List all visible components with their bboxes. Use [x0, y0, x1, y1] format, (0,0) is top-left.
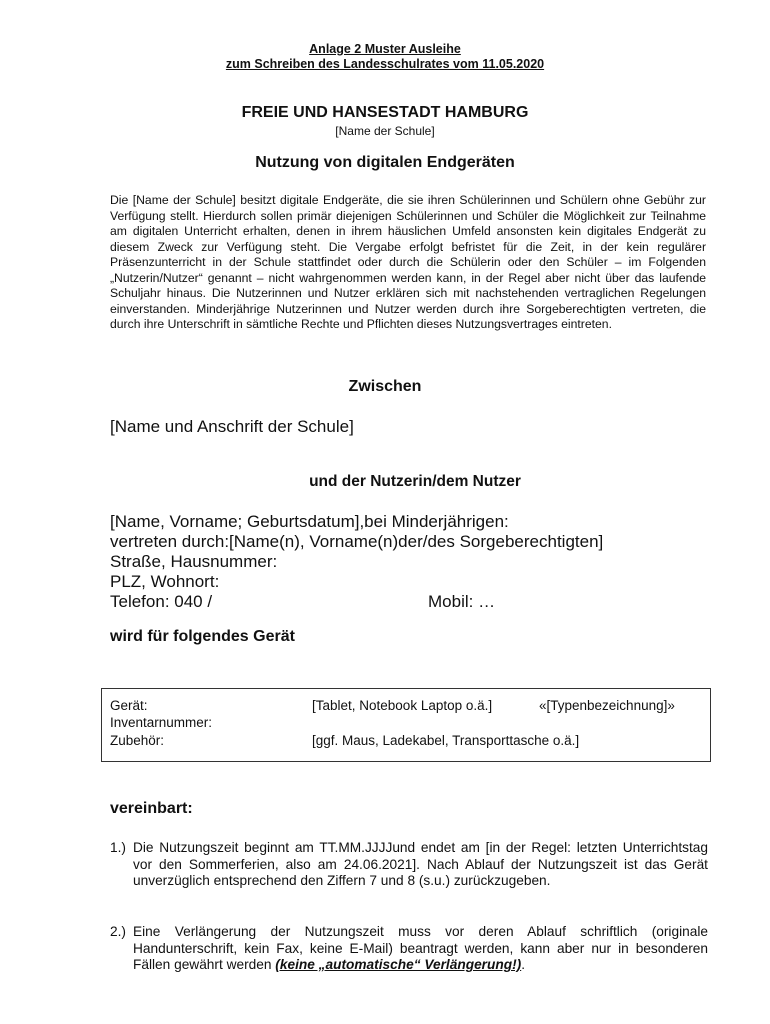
- city-field: PLZ, Wohnort:: [110, 572, 220, 591]
- accessory-label: Zubehör:: [110, 733, 165, 748]
- annex-reference: zum Schreiben des Landesschulrates vom 11.05.2020: [225, 57, 545, 71]
- clause-text-container: [133, 924, 708, 974]
- device-value: [Tablet, Notebook Laptop o.ä.]: [312, 698, 493, 713]
- phone-field: Telefon: 040 /: [110, 592, 213, 611]
- intro-paragraph: Die [Name der Schule] besitzt digitale Endgeräte, die sie ihren Schülerinnen und Schülern ohne Gebühr zur Verfügung stellt. Hierdurch sollen primär diejenigen Schülerinnen und Schüler die Möglichkeit zur Teilnahme am digitalen Unterricht erhalten, denen in ihrem häuslichen Umfeld ansonsten kein digitales Endgerät zu diesem Zweck zur Verfügung steht. Die Vergabe erfolgt befristet für die Zeit, in der kein regulärer Präsenzunterricht in der Schule stattfindet oder durch die Schülerin oder den Schüler – im Folgenden „Nutzerin/Nutzer“ genannt – nicht wahrgenommen werden kann, in der Regel aber nicht über das laufende Schuljahr hinaus. Die Nutzerinnen und Nutzer erklären sich mit nachstehenden vertraglichen Regelungen einverstanden. Minderjährige Nutzerinnen und Nutzer werden durch ihre Sorgeberechtigten vertreten, die durch ihre Unterschrift in sämtliche Rechte und Pflichten dieses Nutzungsvertrages eintreten.: [110, 193, 706, 331]
- mobile-field: Mobil: …: [428, 592, 496, 611]
- guardian-field: vertreten durch:[Name(n), Vorname(n)der/des Sorgeberechtigten]: [110, 532, 604, 551]
- clause-emphasis: (keine „automatische“ Verlängerung!): [275, 957, 522, 972]
- device-type-value: «[Typenbezeichnung]»: [539, 698, 675, 713]
- accessory-value: [ggf. Maus, Ladekabel, Transporttasche o.ä.]: [312, 733, 580, 748]
- between-heading: Zwischen: [348, 378, 422, 395]
- school-name-placeholder: [Name der Schule]: [335, 124, 435, 138]
- clause-text: Eine Verlängerung der Nutzungszeit muss vor deren Ablauf schriftlich (originale Handunterschrift, kein Fax, keine E-Mail) beantragt werden, kann aber nur in besonderen Fällen gewährt werden: [133, 924, 708, 972]
- school-address-placeholder: [Name und Anschrift der Schule]: [110, 417, 354, 436]
- document-title: Nutzung von digitalen Endgeräten: [255, 154, 515, 171]
- inventory-label: Inventarnummer:: [110, 715, 213, 730]
- device-label: Gerät:: [110, 698, 148, 713]
- device-table: [101, 688, 711, 762]
- clause-item: [110, 840, 708, 890]
- user-party-heading: und der Nutzerin/dem Nutzer: [309, 473, 521, 490]
- clause-tail: .: [521, 957, 526, 972]
- clause-number: 2.): [110, 924, 126, 939]
- street-field: Straße, Hausnummer:: [110, 552, 278, 571]
- authority-title: FREIE UND HANSESTADT HAMBURG: [241, 104, 529, 121]
- annex-heading: Anlage 2 Muster Ausleihe: [309, 42, 461, 56]
- user-name-field: [Name, Vorname; Geburtsdatum],bei Minderjährigen:: [110, 512, 509, 531]
- agreed-heading: vereinbart:: [110, 800, 193, 817]
- clause-text: Die Nutzungszeit beginnt am TT.MM.JJJJund endet am [in der Regel: letzten Unterrichtstag vor den Sommerferien, also am 24.06.2021]. Nach Ablauf der Nutzungszeit ist das Gerät unverzüglich entsprechend den Ziffern 7 und 8 (s.u.) zurückzugeben.: [133, 840, 708, 888]
- device-intro: wird für folgendes Gerät: [110, 628, 295, 645]
- clause-number: 1.): [110, 840, 126, 855]
- user-fields: [110, 512, 603, 612]
- clause-item: [110, 924, 708, 974]
